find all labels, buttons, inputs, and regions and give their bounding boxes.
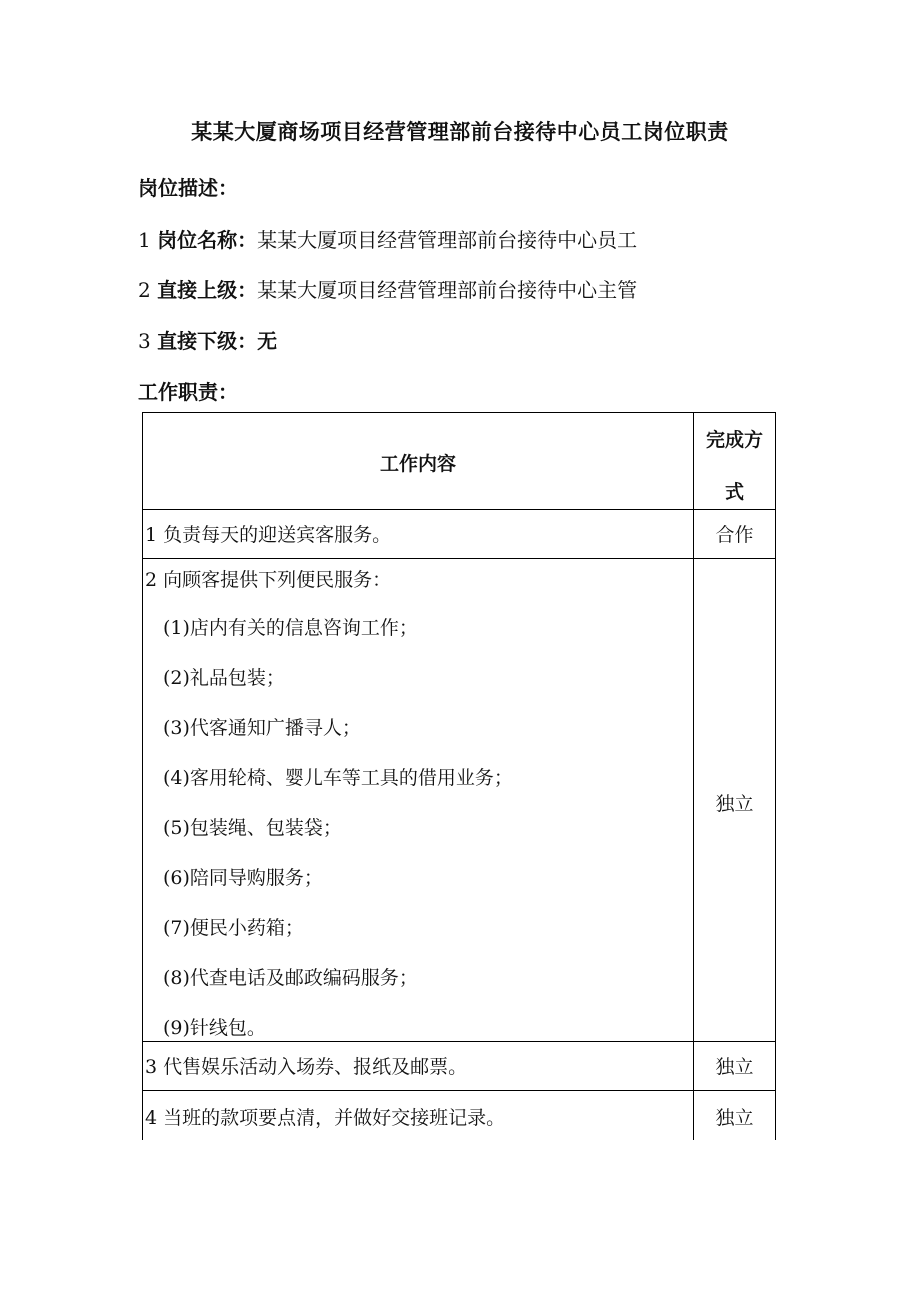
list-item: (3)代客通知广播寻人； (163, 717, 361, 739)
field-number: 1 (138, 228, 151, 252)
table-row (143, 559, 775, 1042)
table-row (143, 1091, 775, 1141)
field-number: 3 (138, 329, 151, 353)
row-mode: 独立 (715, 1107, 754, 1129)
header-completion-mode-line2: 式 (724, 481, 744, 503)
field-direct-subordinate (138, 325, 277, 354)
document-title: 某某大厦商场项目经营管理部前台接待中心员工岗位职责 (191, 120, 729, 144)
list-item: (4)客用轮椅、婴儿车等工具的借用业务； (163, 767, 513, 789)
list-item: (9)针线包。 (163, 1017, 266, 1039)
row-mode: 独立 (715, 1056, 754, 1078)
table-header-row (143, 413, 775, 510)
field-direct-superior (138, 274, 637, 303)
table-row (143, 1042, 775, 1091)
row-content: 3 代售娱乐活动入场券、报纸及邮票。 (145, 1056, 468, 1078)
list-item: (8)代查电话及邮政编码服务； (163, 967, 418, 989)
row-content: 4 当班的款项要点清，并做好交接班记录。 (145, 1107, 506, 1129)
header-completion-mode-line1: 完成方 (705, 429, 763, 451)
list-item: (5)包装绳、包装袋； (163, 817, 342, 839)
field-number: 2 (138, 278, 151, 302)
field-job-title (138, 224, 637, 253)
duties-table (142, 412, 776, 1140)
field-value: 某某大厦项目经营管理部前台接待中心员工 (257, 228, 638, 252)
row-mode: 独立 (715, 793, 754, 815)
row-mode: 合作 (715, 524, 754, 546)
field-label: 直接下级： (157, 329, 258, 353)
duties-heading: 工作职责： (138, 380, 238, 404)
list-item: (6)陪同导购服务； (163, 867, 323, 889)
field-label: 直接上级： (157, 278, 258, 302)
list-item: (2)礼品包装； (163, 667, 285, 689)
table-row (143, 510, 775, 559)
list-item: (7)便民小药箱； (163, 917, 304, 939)
list-item: (1)店内有关的信息咨询工作； (163, 617, 418, 639)
field-label: 岗位名称： (157, 228, 258, 252)
row-content: 1 负责每天的迎送宾客服务。 (145, 524, 392, 546)
row-content: 2 向顾客提供下列便民服务： (145, 569, 392, 591)
header-work-content: 工作内容 (379, 453, 456, 475)
job-description-heading: 岗位描述： (138, 176, 238, 200)
field-value: 某某大厦项目经营管理部前台接待中心主管 (257, 278, 638, 302)
field-value: 无 (257, 329, 278, 353)
